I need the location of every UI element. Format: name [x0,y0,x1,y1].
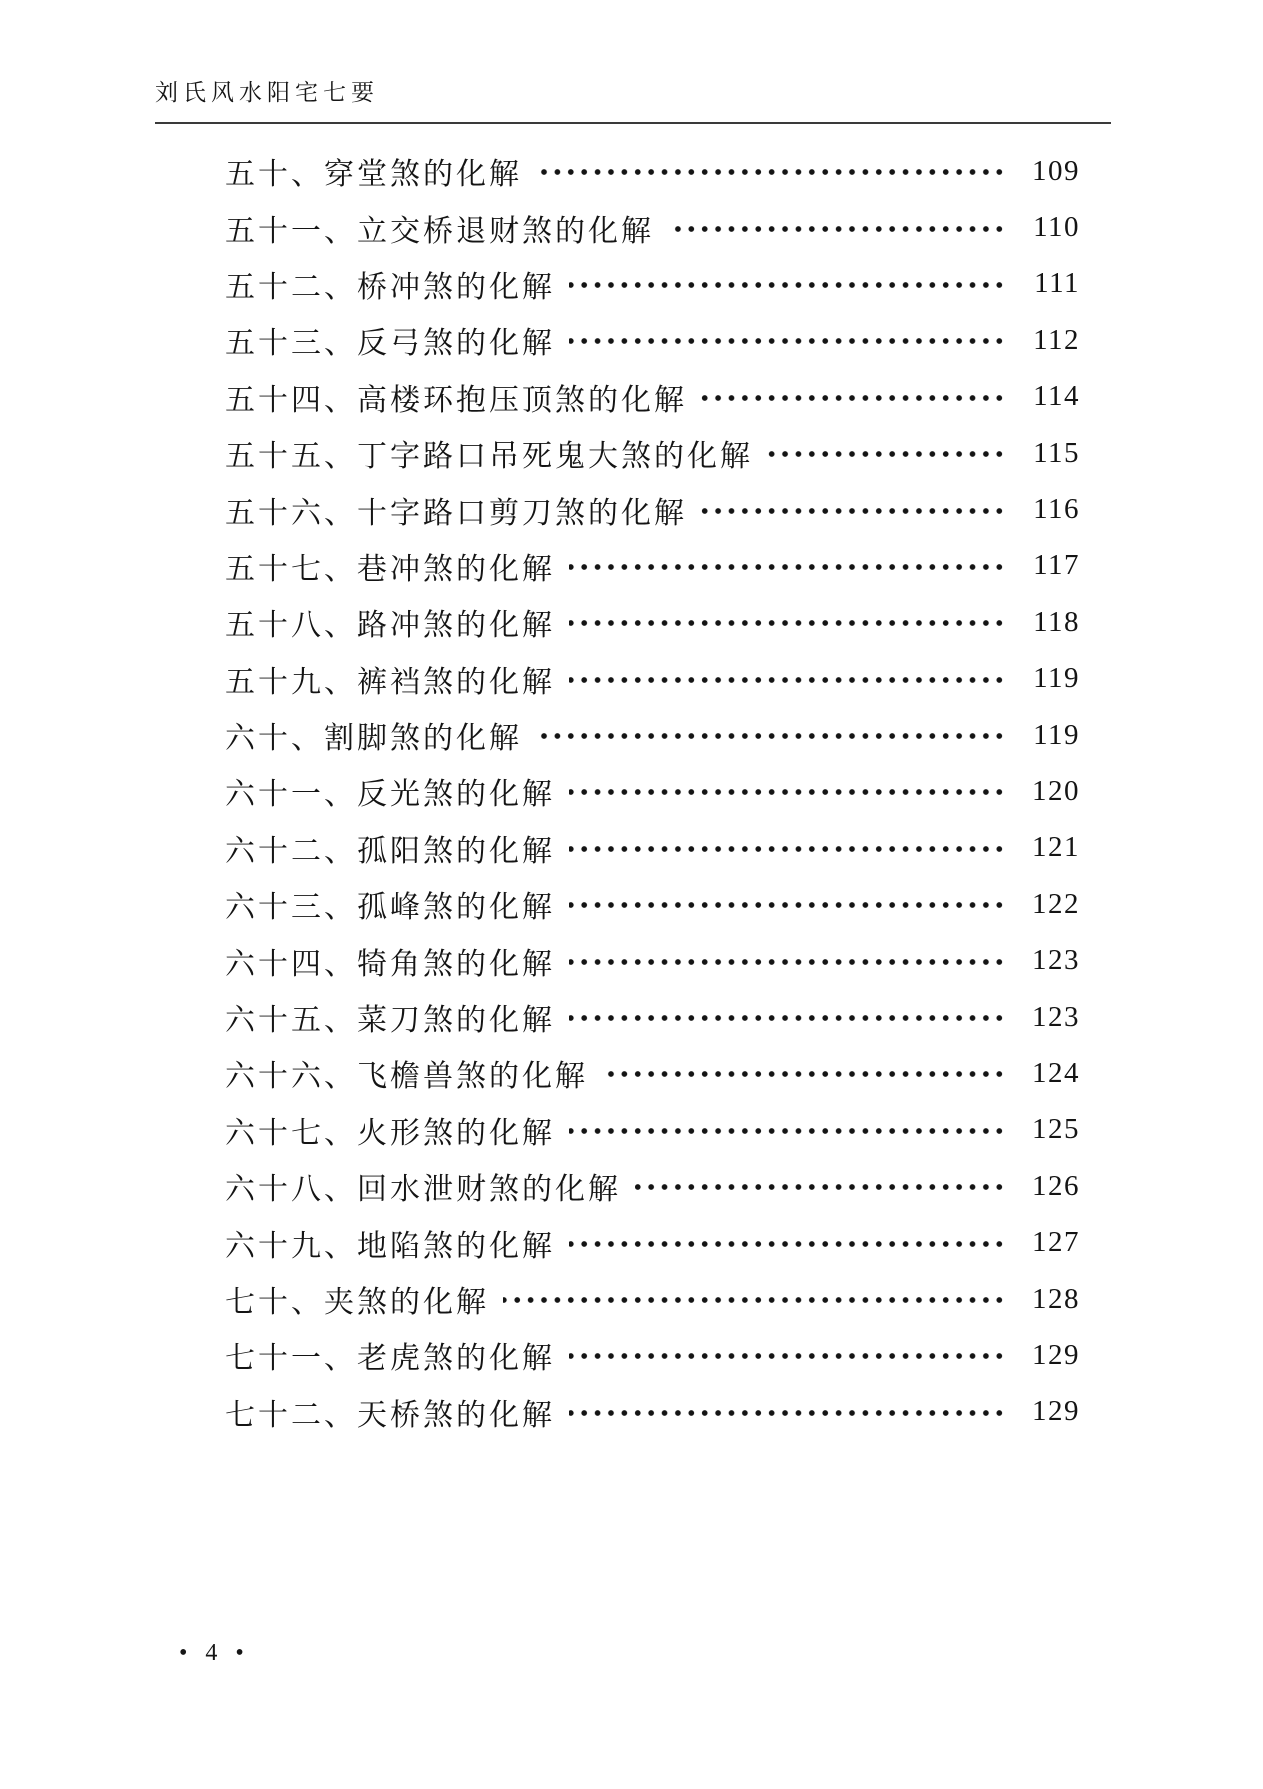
toc-list [225,143,1080,1440]
dot-leader [602,1059,1006,1089]
toc-entry [225,425,1080,481]
toc-entry [225,820,1080,876]
toc-entry-title: 六十八、回水泄财煞的化解 [225,1173,621,1207]
toc-entry-page-number: 116 [1033,493,1080,526]
dot-leader [569,1341,1006,1371]
toc-entry-page-number: 129 [1032,1395,1080,1428]
dot-leader [569,552,1006,582]
toc-entry-page-number: 126 [1032,1169,1080,1202]
folio-page-number: • 4 • [179,1640,250,1666]
dot-leader [569,270,1006,300]
dot-leader [569,1116,1006,1146]
toc-entry-page-number: 109 [1032,154,1080,187]
toc-entry-title: 五十四、高楼环抱压顶煞的化解 [225,383,687,417]
toc-entry-title: 五十五、丁字路口吊死鬼大煞的化解 [225,440,753,474]
toc-entry-title: 七十、夹煞的化解 [225,1286,489,1319]
toc-entry-title: 六十四、犄角煞的化解 [225,947,555,981]
dot-leader [503,1285,1006,1315]
toc-entry-title: 五十、穿堂煞的化解 [225,158,522,192]
toc-entry-title: 五十六、十字路口剪刀煞的化解 [225,496,687,530]
toc-entry-page-number: 123 [1032,1000,1080,1033]
toc-entry [225,256,1080,312]
toc-entry-page-number: 112 [1033,323,1080,356]
toc-entry [225,1327,1080,1383]
toc-entry-page-number: 114 [1033,380,1080,413]
toc-entry-title: 六十九、地陷煞的化解 [225,1229,555,1263]
toc-entry-page-number: 119 [1033,718,1080,751]
toc-entry [225,481,1080,537]
toc-entry-page-number: 110 [1033,211,1080,244]
toc-entry [225,538,1080,594]
toc-entry-title: 六十、割脚煞的化解 [225,722,522,756]
toc-entry-title: 七十一、老虎煞的化解 [225,1342,555,1376]
toc-entry-title: 六十五、菜刀煞的化解 [225,1004,555,1038]
toc-entry-page-number: 127 [1032,1226,1080,1259]
toc-entry-title: 六十一、反光煞的化解 [225,778,555,812]
dot-leader [635,1172,1006,1202]
toc-entry-page-number: 115 [1033,436,1080,469]
toc-entry-page-number: 120 [1032,774,1080,807]
toc-entry-title: 七十二、天桥煞的化解 [225,1398,555,1432]
toc-entry-page-number: 123 [1032,944,1080,977]
toc-entry-title: 五十二、桥冲煞的化解 [225,270,555,304]
toc-entry-title: 六十六、飞檐兽煞的化解 [225,1060,588,1094]
toc-entry [225,707,1080,763]
toc-entry-page-number: 122 [1032,887,1080,920]
toc-entry-page-number: 129 [1032,1338,1080,1371]
toc-entry-title: 五十三、反弓煞的化解 [225,327,555,361]
dot-leader [569,947,1006,977]
toc-entry [225,932,1080,988]
toc-entry-page-number: 118 [1033,605,1080,638]
toc-entry [225,199,1080,255]
dot-leader [536,157,1006,187]
toc-entry-page-number: 124 [1032,1056,1080,1089]
book-title: 刘氏风水阳宅七要 [155,80,379,105]
toc-entry-page-number: 111 [1034,267,1080,300]
dot-leader [701,383,1006,413]
toc-entry [225,1158,1080,1214]
toc-entry [225,312,1080,368]
dot-leader [569,834,1006,864]
dot-leader [569,1229,1006,1259]
dot-leader [569,665,1006,695]
toc-entry [225,876,1080,932]
toc-entry-page-number: 121 [1032,831,1080,864]
toc-entry-title: 五十八、路冲煞的化解 [225,609,555,643]
toc-entry [225,369,1080,425]
toc-entry-page-number: 117 [1033,549,1080,582]
dot-leader [536,721,1006,751]
toc-entry [225,143,1080,199]
dot-leader [668,214,1006,244]
toc-entry [225,1045,1080,1101]
running-header [155,74,1111,124]
toc-entry [225,1214,1080,1270]
toc-entry [225,651,1080,707]
toc-entry-title: 五十一、立交桥退财煞的化解 [225,214,654,248]
toc-entry [225,989,1080,1045]
toc-entry-page-number: 128 [1032,1282,1080,1315]
toc-entry-title: 六十二、孤阳煞的化解 [225,834,555,868]
toc-entry-title: 五十九、裤裆煞的化解 [225,665,555,699]
toc-entry [225,594,1080,650]
toc-entry-title: 五十七、巷冲煞的化解 [225,552,555,586]
dot-leader [569,1398,1006,1428]
dot-leader [569,890,1006,920]
toc-entry [225,1384,1080,1440]
toc-entry [225,1102,1080,1158]
toc-entry [225,1271,1080,1327]
dot-leader [569,608,1006,638]
dot-leader [569,1003,1006,1033]
toc-entry-page-number: 119 [1033,662,1080,695]
dot-leader [569,777,1006,807]
toc-entry-page-number: 125 [1032,1113,1080,1146]
toc-entry [225,763,1080,819]
dot-leader [701,496,1006,526]
dot-leader [569,326,1006,356]
toc-entry-title: 六十七、火形煞的化解 [225,1116,555,1150]
toc-entry-title: 六十三、孤峰煞的化解 [225,891,555,925]
dot-leader [767,439,1006,469]
